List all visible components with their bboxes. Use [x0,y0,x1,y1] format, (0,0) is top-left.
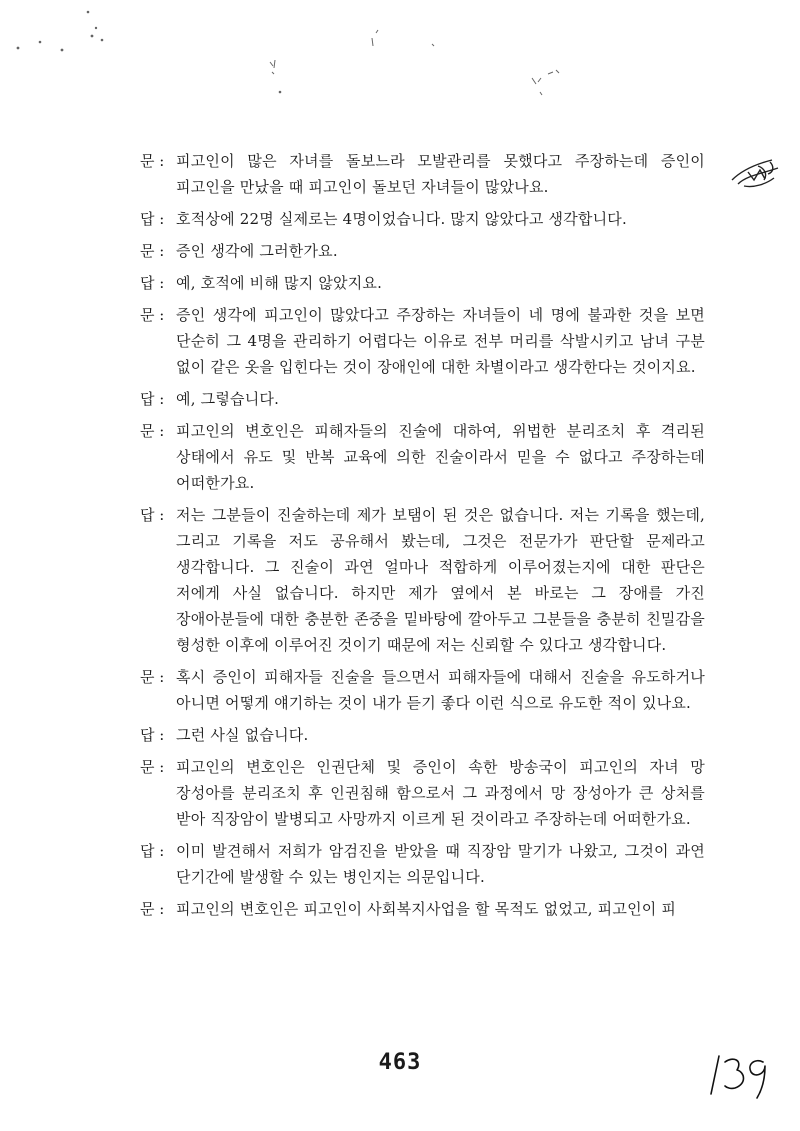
entry-text: 피고인의 변호인은 인권단체 및 증인이 속한 방송국이 피고인의 자녀 망 장성아를 분리조치 후 인권침해 함으로서 그 과정에서 망 장성아가 큰 상처를 받아 직장암이 발병되고 사망까지 이르게 된 것이라고 주장하는데 어떠한가요. [176,758,705,828]
speaker-label: 답 : [140,274,165,292]
qa-entry-answer [140,502,705,658]
entry-text: 호적상에 22명 실제로는 4명이었습니다. 많지 않았다고 생각합니다. [176,210,627,228]
qa-entry-question [140,754,705,832]
speaker-label: 문 : [140,242,165,260]
qa-entry-question [140,896,705,922]
qa-entry-question [140,148,705,200]
handwritten-page-number [705,1050,775,1100]
speaker-label: 문 : [140,422,165,440]
speaker-label: 문 : [140,668,165,686]
speaker-label: 답 : [140,506,165,524]
qa-entry-answer [140,838,705,890]
entry-text: 증인 생각에 그러한가요. [176,242,338,260]
speaker-label: 답 : [140,210,165,228]
entry-text: 혹시 증인이 피해자들 진술을 들으면서 피해자들에 대해서 진술을 유도하거나 아니면 어떻게 얘기하는 것이 내가 듣기 좋다 이런 식으로 유도한 적이 있나요. [176,668,705,712]
stamp-mark [728,150,788,195]
qa-entry-question [140,238,705,264]
qa-entry-question [140,302,705,380]
speaker-label: 문 : [140,900,165,918]
transcript [140,148,705,928]
entry-text: 예, 호적에 비해 많지 않았지요. [176,274,383,292]
speaker-label: 문 : [140,758,165,776]
qa-entry-answer [140,386,705,412]
speaker-label: 답 : [140,390,165,408]
entry-text: 이미 발견해서 저희가 암검진을 받았을 때 직장암 말기가 나왔고, 그것이 과연 단기간에 발생할 수 있는 병인지는 의문입니다. [176,842,705,886]
page-number: 463 [378,1050,422,1075]
speaker-label: 문 : [140,152,165,170]
speaker-label: 답 : [140,726,165,744]
speaker-label: 문 : [140,306,165,324]
qa-entry-question [140,418,705,496]
entry-text: 저는 그분들이 진술하는데 제가 보탬이 된 것은 없습니다. 저는 기록을 했는데, 그리고 기록을 저도 공유해서 봤는데, 그것은 전문가가 판단할 문제라고 생각합니다. 그 진술이 과연 얼마나 적합하게 이루어졌는지에 대한 판단은 저에게 사실 없습니다. 하지만 제가 옆에서 본 바로는 그 장애를 가진 장애아분들에 대한 충분한 존중을 밑바탕에 깔아두고 그분들을 충분히 친밀감을 형성한 이후에 이루어진 것이기 때문에 저는 신뢰할 수 있다고 생각합니다. [176,506,705,654]
entry-text: 그런 사실 없습니다. [176,726,309,744]
qa-entry-question [140,664,705,716]
scan-noise-marks [0,0,800,130]
entry-text: 피고인의 변호인은 피해자들의 진술에 대하여, 위법한 분리조치 후 격리된 상태에서 유도 및 반복 교육에 의한 진술이라서 믿을 수 없다고 주장하는데 어떠한가요. [176,422,705,492]
qa-entry-answer [140,270,705,296]
qa-entry-answer [140,722,705,748]
entry-text: 증인 생각에 피고인이 많았다고 주장하는 자녀들이 네 명에 불과한 것을 보면 단순히 그 4명을 관리하기 어렵다는 이유로 전부 머리를 삭발시키고 남녀 구분 없이 같은 옷을 입힌다는 것이 장애인에 대한 차별이라고 생각한다는 것이지요. [176,306,705,376]
speaker-label: 답 : [140,842,165,860]
entry-text: 피고인이 많은 자녀를 돌보느라 모발관리를 못했다고 주장하는데 증인이 피고인을 만났을 때 피고인이 돌보던 자녀들이 많았나요. [176,152,705,196]
entry-text: 예, 그렇습니다. [176,390,280,408]
qa-entry-answer [140,206,705,232]
entry-text: 피고인의 변호인은 피고인이 사회복지사업을 할 목적도 없었고, 피고인이 피 [176,900,677,918]
